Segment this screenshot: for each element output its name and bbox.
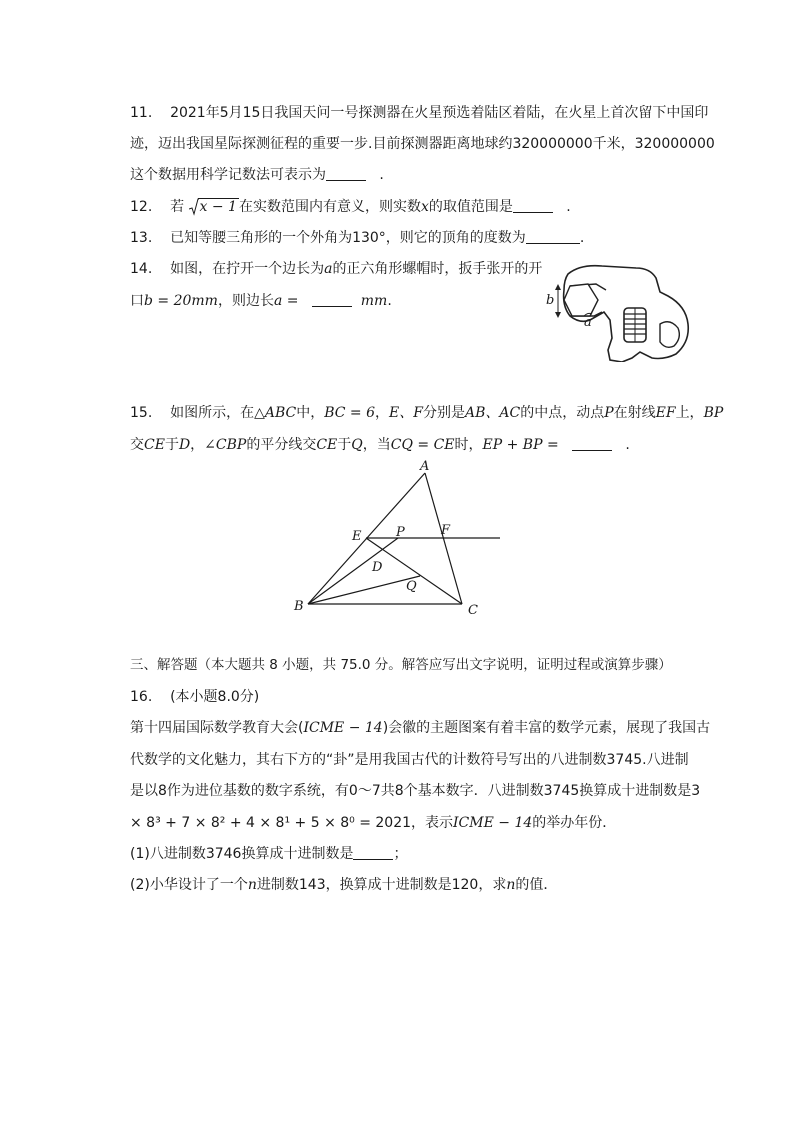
q15-text: 上，	[675, 405, 704, 421]
q14-line2	[130, 292, 392, 310]
q15-text: 的中点，动点	[520, 405, 605, 421]
q15-text: ，当	[362, 437, 391, 453]
q12-pre: 若	[170, 199, 185, 215]
q15-d: D	[178, 437, 191, 453]
q16-sub1	[130, 845, 407, 863]
q14-line2-pre: 口	[130, 293, 144, 309]
q15-text: 如图所示，在	[170, 405, 255, 421]
q15-line1	[130, 404, 723, 422]
q11-text-line2: 迹，迈出我国星际探测征程的重要一步.目前探测器距离地球约320000000千米，320000000	[130, 136, 715, 152]
q15-ef: E、F	[389, 405, 423, 421]
q15-line2	[130, 436, 630, 454]
q15-text: 于	[337, 437, 352, 453]
segment-bq	[308, 576, 420, 604]
q16-sub2-text: 的值．	[515, 877, 558, 893]
q12-answer-blank	[513, 198, 553, 213]
q13-line	[130, 229, 584, 247]
q16-score: (本小题8.0分)	[170, 689, 260, 705]
label-b: B	[294, 599, 304, 614]
q15-ce: CE	[316, 437, 338, 453]
q15-ab-ac: AB、AC	[464, 405, 521, 421]
section3-heading	[130, 656, 672, 674]
q14-end: .	[387, 293, 392, 309]
label-f: F	[441, 523, 451, 538]
q14-number: 14.	[130, 261, 153, 277]
q15-text: 于	[164, 437, 179, 453]
q15-bp: BP	[703, 405, 724, 421]
q11-number: 11.	[130, 105, 153, 121]
q15-expression: EP + BP =	[482, 437, 559, 453]
q14-line1-post: 的正六角形螺帽时，扳手张开的开	[332, 261, 543, 277]
q15-p: P	[604, 405, 614, 421]
label-a: A	[420, 459, 430, 474]
q15-triangle: △ABC	[254, 405, 297, 421]
q12-post2: 的取值范围是	[428, 199, 513, 215]
q14-unit: mm	[360, 293, 388, 309]
q14-answer-blank	[312, 292, 352, 307]
label-e: E	[352, 529, 362, 544]
q16-sub2-text: 进制数143，换算成十进制数是120，求	[256, 877, 507, 893]
q13-end: .	[579, 230, 585, 246]
q16-sub2-var: n	[506, 877, 516, 893]
q15-answer-blank	[572, 436, 612, 451]
section3-title: 三、解答题（本大题共 8 小题，共 75.0 分。解答应写出文字说明，证明过程或演算步骤）	[130, 657, 672, 673]
label-p: P	[396, 525, 405, 540]
b-label: b	[546, 293, 555, 308]
q11-line2	[130, 135, 715, 153]
q15-text: 时，	[454, 437, 483, 453]
q11-answer-blank	[326, 166, 366, 181]
segment-bp	[308, 538, 398, 604]
label-d: D	[372, 560, 383, 575]
q16-text: )会徽的主题图案有着丰富的数学元素，展现了我国古	[382, 720, 711, 736]
q15-end: .	[625, 437, 630, 453]
q12-post: 在实数范围内有意义，则实数	[238, 199, 421, 215]
handle-hole	[660, 322, 679, 348]
q14-line2-mid: ，则边长	[217, 293, 274, 309]
q11-line3	[130, 166, 384, 184]
sqrt-expression	[189, 198, 239, 216]
a-label: a	[584, 315, 592, 330]
wrench-figure	[540, 262, 700, 362]
q16-text: 的举办年份．	[532, 815, 617, 831]
sqrt-radicand: x − 1	[199, 199, 237, 215]
q16-icme: ICME − 14	[303, 720, 383, 736]
q14-line1	[130, 260, 542, 278]
q15-text: ，	[375, 405, 390, 421]
q11-text-line3: 这个数据用科学记数法可表示为	[130, 167, 326, 183]
q16-header	[130, 688, 259, 706]
q16-p3	[130, 782, 700, 800]
q16-sub2	[130, 876, 557, 894]
label-q: Q	[406, 579, 417, 594]
q16-text: 是以8作为进位基数的数字系统，有0～7共8个基本数字．八进制数3745换算成十进制数是3	[130, 783, 701, 799]
q14-line1-pre: 如图，在拧开一个边长为	[170, 261, 325, 277]
q16-text: ，表示	[411, 815, 454, 831]
q16-formula: × 8³ + 7 × 8² + 4 × 8¹ + 5 × 8⁰ = 2021	[130, 815, 412, 831]
q15-q: Q	[351, 437, 363, 453]
q16-sub2-var: n	[247, 877, 257, 893]
q16-sub2-text: (2)小华设计了一个	[130, 877, 248, 893]
q14-line2-eq: b = 20mm	[144, 293, 218, 309]
q15-text: 交	[130, 437, 144, 453]
q11-text-line1: 2021年5月15日我国天问一号探测器在火星预选着陆区着陆，在火星上首次留下中国印	[170, 105, 709, 121]
q16-text: 代数学的文化魅力，其右下方的“卦”是用我国古代的计数符号写出的八进制数3745.八进制	[130, 752, 689, 768]
q15-text: 在射线	[613, 405, 656, 421]
q16-p4	[130, 814, 616, 832]
q15-text: 中，	[296, 405, 325, 421]
q12-line	[130, 198, 571, 216]
triangle-figure	[280, 458, 520, 623]
q16-sub1-answer-blank	[353, 845, 393, 860]
q12-end: .	[566, 199, 571, 215]
q15-bc: BC = 6	[324, 405, 376, 421]
q12-number: 12.	[130, 199, 153, 215]
q16-sub1-text: (1)八进制数3746换算成十进制数是	[130, 846, 354, 862]
q15-angle: ∠CBP	[204, 437, 247, 453]
q15-ce: CE	[144, 437, 165, 453]
q13-number: 13.	[130, 230, 153, 246]
q15-text: ，	[190, 437, 205, 453]
q14-line2-var: a =	[273, 293, 299, 309]
label-c: C	[468, 603, 478, 618]
q14-line1-var: a	[324, 261, 333, 277]
q15-number: 15.	[130, 405, 153, 421]
q12-var: x	[420, 199, 429, 215]
q16-p2	[130, 751, 689, 769]
q11-line1	[130, 104, 708, 122]
q16-text: 第十四届国际数学教育大会(	[130, 720, 304, 736]
q16-p1	[130, 719, 710, 737]
sqrt-icon	[189, 198, 199, 216]
q15-text: 分别是	[422, 405, 465, 421]
q16-number: 16.	[130, 689, 153, 705]
q15-condition: CQ = CE	[390, 437, 455, 453]
q15-ray-ef: EF	[655, 405, 676, 421]
q11-end: .	[379, 167, 384, 183]
q13-answer-blank	[526, 229, 580, 244]
q16-icme: ICME − 14	[453, 815, 533, 831]
q16-sub1-end: ；	[393, 846, 408, 862]
q13-text: 已知等腰三角形的一个外角为130°，则它的顶角的度数为	[170, 230, 526, 246]
q15-text: 的平分线交	[246, 437, 317, 453]
